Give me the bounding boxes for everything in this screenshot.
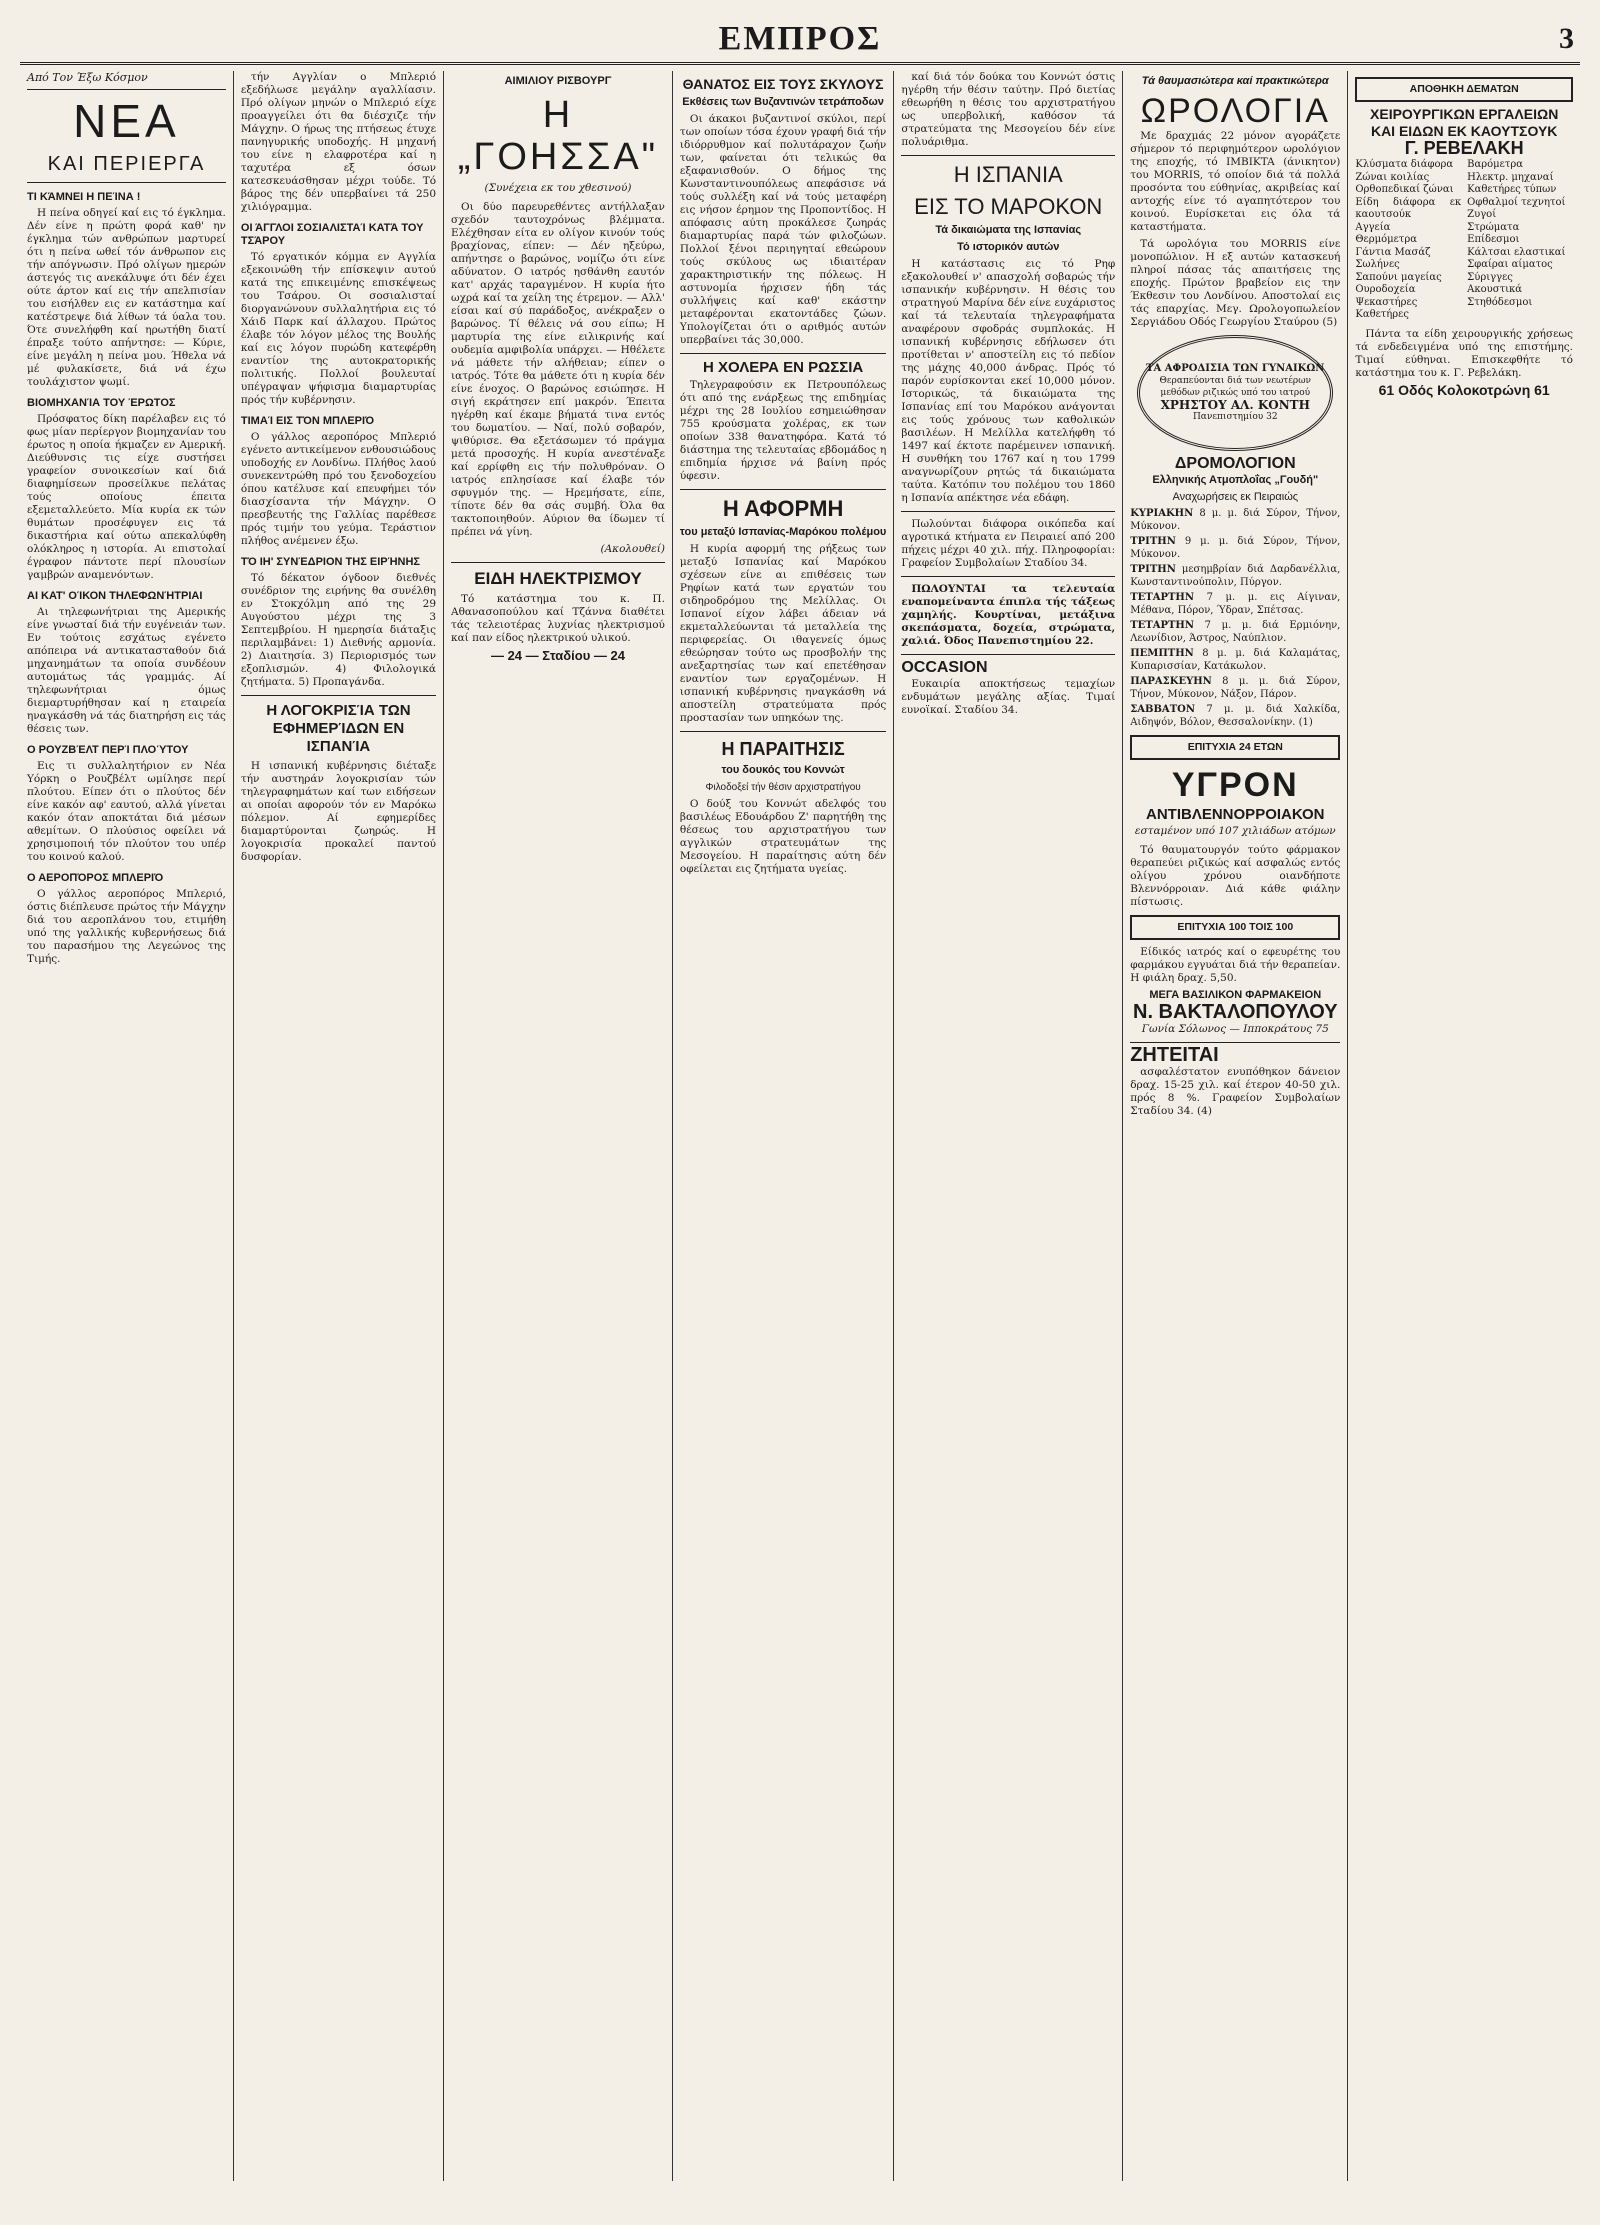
badge-body: Θεραπεύονται διά των νεωτέρων μεθόδων ριζικώς υπό του ιατρού — [1159, 376, 1312, 398]
article-body: Εις τι συλλαλητήριον εν Νέα Υόρκη ο Ρουζβέλτ ωμίλησε περί πλούτου. Είπεν ότι ο πλούτος δέν είνε κακόν αφ' εαυτού, αλλά γίνεται κακόν όταν αποκτάται διά μέσων αθεμίτων. Ο πλούσιος οφείλει νά χρησιμοποιή τόν πλούτον του υπέρ του κοινού καλού. — [27, 760, 226, 863]
schedule-text: 8 μ. μ. διά Σύρον, Τήνον, Μύκονον. — [1130, 508, 1341, 532]
ad-product-sub: ΑΝΤΙΒΛΕΝΝΟΡΡΟΙΑΚΟΝ — [1146, 806, 1325, 823]
classified-ad-head: OCCASION — [901, 659, 988, 676]
ad-address: — 24 — Σταδίου — 24 — [490, 648, 625, 663]
schedule-text: 8 μ. μ. διά Καλαμάτας, Κυπαρισσίαν, Κατάκωλον. — [1130, 648, 1341, 672]
article-heading: ΑΙ ΚΑΤ' ΟΊΚΟΝ ΤΗΛΕΦΩΝΉΤΡΙΑΙ — [27, 590, 203, 602]
schedule-row — [1130, 648, 1340, 673]
schedule-row — [1130, 704, 1340, 729]
schedule-day: ΠΑΡΑΣΚΕΥΗΝ — [1130, 676, 1212, 687]
store-head: ΧΕΙΡΟΥΡΓΙΚΩΝ ΕΡΓΑΛΕΙΩΝ — [1370, 106, 1559, 122]
schedule-day: ΤΕΤΑΡΤΗΝ — [1130, 592, 1195, 603]
ad-tagline: Τά θαυμασιώτερα καί πρακτικώτερα — [1141, 75, 1329, 87]
article-subtitle: Εκθέσεις των Βυζαντινών τετράποδων — [682, 96, 884, 108]
column-7 — [1348, 71, 1580, 2181]
store-items-right — [1467, 159, 1573, 322]
divider — [901, 576, 1115, 577]
schedule-day: ΣΑΒΒΑΤΟΝ — [1130, 704, 1195, 715]
ad-title: ΕΙΔΗ ΗΛΕΚΤΡΙΣΜΟΥ — [474, 569, 642, 588]
schedule-row — [1130, 620, 1340, 645]
section-tab: Από Τον Έξω Κόσμον — [27, 71, 226, 90]
pharmacy-name: Ν. ΒΑΚΤΑΛΟΠΟΥΛΟΥ — [1133, 1001, 1338, 1023]
pharmacy-address: Γωνία Σόλωνος — Ιπποκράτους 75 — [1141, 1023, 1329, 1035]
column-4 — [673, 71, 894, 2181]
classified-ad: Ευκαιρία αποκτήσεως τεμαχίων ενδυμάτων μεγάλης αξίας. Τιμαί ευνοϊκαί. Σταδίου 34. — [901, 678, 1116, 716]
store-item: Σαπούνι μαγείας — [1355, 271, 1442, 283]
schedule-day: ΚΥΡΙΑΚΗΝ — [1130, 508, 1194, 519]
schedule-day: ΤΕΤΑΡΤΗΝ — [1130, 620, 1195, 631]
article-body: Τό δέκατον όγδοον διεθνές συνέδριον της ειρήνης θα συνέλθη εν Στοκχόλμη από της 29 Αυγούστου μέχρι της 3 Σεπτεμβρίου. Η ημερησία διάταξις περιλαμβάνει: 1) Διεθνής αρμονία. 2) Διαιτησία. 3) Περιορισμός των εξοπλισμών. 4) Φιλολογικά ζητήματα. 5) Προπαγάνδα. — [240, 572, 437, 688]
schedule-subtitle-2: Αναχωρήσεις εκ Πειραιώς — [1172, 491, 1299, 503]
feuilleton-body: Οι δύο παρευρεθέντες αντήλλαξαν σχεδόν ταυτοχρόνως βλέμματα. Ελέχθησαν είτα εν ολίγον κινούν τούς βραχίονας, είπεν: — Δέν ηξεύρω, απήντησε ο βαρώνος, νομίζω ότι είνε αδύνατον. Ο ιατρός ησθάνθη εαυτόν κατ' αρχάς ταραγμένον. Η κυρία ήτο ωχρά καί τα χείλη της έτρεμον. — Αλλ' είσαι καί σύ παράδοξος, ανέκραξεν ο βαρώνος. Τί θέλεις νά σου είπω; Η μαρτυρία της είνε ειλικρινής καί ουδεμία αμφιβολία υπάρχει. — Ηθέλετε νά μάθετε τήν αλήθειαν; είπεν ο ιατρός. Τότε θα μάθετε ότι η κυρία δέν είνε ένοχος. Ο βαρώνος εσιώπησε. Η σιγή εκράτησεν επί μακρόν. Έπειτα ηγέρθη καί έκαμε βήματά τινα εντός του δωματίου. — Ναί, πολύ σοβαρόν, ψιθύρισε. Θα εξετάσωμεν τό πράγμα μετά προσοχής. Η κυρία ανεστέναξε καί ερρίφθη εις τήν πολυθρόναν. Ο ιατρός επλησίασε καί έλαβε τόν σφυγμόν της. — Ηρεμήσατε, είπε, τίποτε δέν θα σάς συμβή. Όλα θα τακτοποιηθούν. Αύριον θα ίδωμεν τί πρέπει νά γίνη. — [451, 201, 665, 538]
store-item: Θερμόμετρα — [1355, 234, 1417, 245]
wanted-head: ΖΗΤΕΙΤΑΙ — [1130, 1044, 1219, 1066]
article-heading: Ο ΡΟΥΖΒΈΛΤ ΠΕΡΊ ΠΛΟΎΤΟΥ — [27, 744, 189, 756]
article-body: Ο δούξ του Κοννώτ αδελφός του βασιλέως Εδουάρδου Ζ' παρητήθη της θέσεως του αρχιστρατήγου των αγγλικών στρατευμάτων της Μεσογείου. Η παραίτησις αύτη δέν οφείλεται εις ζητήματα υγείας. — [679, 798, 887, 875]
store-item: Καθετήρες — [1355, 309, 1409, 320]
article-title: Η ΧΟΛΕΡΑ ΕΝ ΡΩΣΣΙΑ — [703, 359, 864, 376]
article-body: Αι τηλεφωνήτριαι της Αμερικής είνε γνωσταί διά τήν ευγένειάν των. Εν τούτοις εσχάτως εγένετο απόπειρα νά αντικατασταθούν διά μηχανημάτων τα οποία συνδέουν αυτομάτως τάς γραμμάς. Αί τηλεφωνήτριαι όμως διεμαρτυρήθησαν καί η εταιρεία ηναγκάσθη νά τάς διατηρήση εις τάς θέσεις των. — [27, 606, 226, 735]
store-item: Σφαίραι αίματος — [1467, 259, 1553, 270]
feuilleton-note: (Συνέχεια εκ του χθεσινού) — [484, 182, 632, 194]
schedule-day: ΤΡΙΤΗΝ — [1130, 536, 1176, 547]
store-item: Επίδεσμοι — [1467, 234, 1520, 245]
article-subtitle: του μεταξύ Ισπανίας-Μαρόκου πολέμου — [679, 526, 887, 538]
article-body: Η κυρία αφορμή της ρήξεως των μεταξύ Ισπανίας καί Μαρόκου σχέσεων είνε αι επιθέσεις των Ρηφίων κατά των εργατών του σιδηροδρόμου της Μελίλλας. Οι Ισπανοί είχον λάβει άδειαν νά εκμεταλλεύωνται τά μεταλλεία της περιφερείας. Οι ιθαγενείς όμως εθεώρησαν τούτο ως προσβολήν της ανεξαρτησίας των καί επετέθησαν εναντίον των εργαζομένων. Η ισπανική κυβέρνησις ηναγκάσθη νά αποστείλη στρατεύματα πρός προστασίαν των υπηκόων της. — [679, 543, 887, 724]
article-title: ΘΑΝΑΤΟΣ ΕΙΣ ΤΟΥΣ ΣΚΥΛΟΥΣ — [682, 76, 884, 92]
store-item: Κάλτσαι ελαστικαί — [1467, 246, 1566, 258]
section-subtitle: ΚΑΙ ΠΕΡΙΕΡΓΑ — [47, 153, 206, 175]
page-number: 3 — [1559, 22, 1574, 55]
store-item: Ουροδοχεία — [1355, 284, 1416, 295]
store-box-head: ΑΠΟΘΗΚΗ ΔΕΜΑΤΩΝ — [1409, 83, 1519, 95]
store-item: Στρώματα — [1467, 221, 1520, 233]
store-item: Αγγεία — [1355, 221, 1391, 233]
columns — [20, 71, 1580, 2181]
feuilleton-title: Η „ΓΟΗΣΣΑ" — [457, 94, 659, 178]
ad-product: ΥΓΡΟΝ — [1171, 766, 1299, 804]
ad-body: Είδικός ιατρός καί ο εφευρέτης του φαρμάκου εγγυάται διά τήν θεραπείαν. Η φιάλη δραχ. 5,50. — [1130, 946, 1341, 984]
article-body: Πρόσφατος δίκη παρέλαβεν εις τό φως μίαν περίεργον βιομηχανίαν του έρωτος η οποία ήκμαζεν εν Αμερική. Διεύθυνσις τις είχε συστήσει γραφείον συνοικεσίων καί διά διαφημίσεων προσείλκυε πελάτας τούς οποίους έπειτα εξεμεταλλεύετο. Μία κυρία εκ τών θυμάτων προσέφυγεν εις τά δικαστήρια καί ούτω απεκαλύφθη ολόκληρος η ιστορία. Αι επιστολαί έγραφον πάντοτε περί πλουσίων γαμβρών αναμενόντων. — [27, 413, 226, 581]
article-subtitle-2: Τό ιστορικόν αυτών — [957, 241, 1060, 253]
article-body: Οι άκακοι βυζαντινοί σκύλοι, περί των οποίων τόσα έχουν γραφή διά τήν ιδιόρρυθμον καί πολυτάραχον ζωήν των, φαίνεται ότι τελικώς θα εξαφανισθούν. Ο δήμος της Κωνσταντινουπόλεως απεφάσισε νά τούς συλλέξη καί νά τούς μεταφέρη εις νήσον έρημον της Προποντίδος. Η απόφασις αύτη προκάλεσε ζωηράς διαμαρτυρίας παρά τών φιλοζώων. Πολλοί ξένοι περιηγηταί εθεώρουν τούς σκύλους ως ιδιαιτέραν χαρακτηριστικήν της πόλεως. Η αστυνομία ήρχισεν ήδη τάς συλλήψεις καί καθ' εκάστην μεταφέρονται εκατοντάδες ζώων. Υπολογίζεται ότι ο αριθμός αυτών υπερβαίνει τάς 30,000. — [679, 113, 887, 346]
store-box — [1355, 77, 1573, 102]
divider — [901, 511, 1115, 512]
article-body: Ο γάλλος αεροπόρος Μπλεριό εγένετο αντικείμενον ενθουσιώδους υποδοχής εν Λονδίνω. Πλήθος λαού συνεκεντρώθη πρό του ξενοδοχείου όπου κατέλυσε καί επευφήμει τόν διασχίσαντα τήν Μάγχην. Ο πρεσβευτής της Γαλλίας παρέθεσε πρός τιμήν του γεύμα. Τεράστιον πλήθος ανέμενεν έξω. — [240, 431, 437, 547]
store-item: Ψεκαστήρες — [1355, 296, 1418, 308]
article-title: Η ΑΦΟΡΜΗ — [722, 496, 844, 521]
article-subtitle-2: Φιλοδοξεί τήν θέσιν αρχιστρατήγου — [705, 782, 861, 793]
divider — [241, 695, 436, 696]
article-title: Η ΠΑΡΑΙΤΗΣΙΣ — [721, 739, 845, 759]
ad-box-head: ΕΠΙΤΥΧΙΑ 100 ΤΟΙΣ 100 — [1177, 921, 1294, 933]
column-5 — [894, 71, 1123, 2181]
schedule-text: 8 μ. μ. διά Σύρον, Τήνον, Μύκονον, Νάξον, Πάρον. — [1130, 676, 1341, 700]
schedule-row — [1130, 564, 1340, 589]
store-item: Ζώναι κοιλίας — [1355, 171, 1430, 183]
article-title-2: ΕΙΣ ΤΟ ΜΑΡΟΚΟΝ — [914, 194, 1103, 219]
article-body: τήν Αγγλίαν ο Μπλεριό εξεδήλωσε μεγάλην αγαλλίασιν. Πρό ολίγων μηνών ο Μπλεριό είχε προαγγείλει ότι θα διέσχιζε τήν Μάγχην. Ο ήρως της πτήσεως έτυχε πανηγυρικής υποδοχής. Η μηχανή του είνε η ελαφροτέρα καί η ταχυτέρα εξ όσων κατεσκευάσθησαν μέχρι τούδε. Τό βάρος της δέν υπερβαίνει τά 250 χιλιόγραμμα. — [240, 71, 437, 213]
article-body: Η πείνα οδηγεί καί εις τό έγκλημα. Δέν είνε η πρώτη φορά καθ' ην έγκλημα τών ανθρώπων μαρτυρεί ότι η πείνα ωθεί τόν άνθρωπον εις τήν απόγνωσιν. Πρό ολίγων ημερών άστεγός τις ανεκάλυψε ότι δέν έχει ούτε άρτον καί εις τήν απελπισίαν του εισήλθεν εις εν κατάστημα καί κατέστρεψε διά λίθων τά ύαλα του. Ότε συνελήφθη καί ηρωτήθη διατί έπραξε τούτο απήντησε: — Κύριε, είνε μεγάλη η πείνα μου. Ήθελα νά μέ φυλακίσετε, διά νά έχω τουλάχιστον ψωμί. — [27, 207, 226, 388]
schedule-text: μεσημβρίαν διά Δαρδανέλλια, Κωνσταντινούπολιν, Πύργον. — [1130, 564, 1341, 588]
divider — [680, 353, 886, 354]
schedule-text: 7 μ. μ. εις Αίγιναν, Μέθανα, Πόρον, Ύδραν, Σπέτσας. — [1130, 592, 1341, 616]
divider — [27, 182, 226, 183]
badge-title: ΤΑ ΑΦΡΟΔΙΣΙΑ ΤΩΝ ΓΥΝΑΙΚΩΝ — [1146, 363, 1325, 374]
newspaper-title: ΕΜΠΡΟΣ — [718, 20, 882, 57]
pharmacy-head: ΜΕΓΑ ΒΑΣΙΛΙΚΟΝ ΦΑΡΜΑΚΕΙΟΝ — [1149, 989, 1322, 1001]
ad-box — [1130, 915, 1340, 940]
schedule-list — [1130, 508, 1340, 729]
store-body: Πάντα τα είδη χειρουργικής χρήσεως τά ενδεδειγμένα υπό της επιστήμης. Τιμαί εύθηναι. Επισκεφθήτε τό κατάστημα του κ. Γ. Ρεβελάκη. — [1355, 327, 1573, 379]
article-subtitle: Τά δικαιώματα της Ισπανίας — [935, 224, 1082, 236]
store-item: Καθετήρες τύπων — [1467, 184, 1557, 195]
feuilleton-author: ΑΙΜΙΛΙΟΥ ΡΙΣΒΟΥΡΓ — [504, 75, 612, 87]
store-item: Ηλεκτρ. μηχαναί — [1467, 171, 1554, 183]
schedule-row — [1130, 676, 1340, 701]
divider — [680, 731, 886, 732]
store-item: Σωλήνες — [1355, 259, 1400, 270]
store-item: Ζυγοί — [1467, 209, 1497, 220]
store-item: Βαρόμετρα — [1467, 159, 1524, 170]
article-body: Η κατάστασις εις τό Ρηφ εξακολουθεί ν' απασχολή σοβαρώς τήν ισπανικήν κυβέρνησιν. Η θέσις του στρατηγού Μαρίνα δέν είνε ευχάριστος καί τά τελευταία τηλεγραφήματα αναφέρουν σφοδράς συμπλοκάς. Η ισπανική κυβέρνησις εδήλωσεν ότι προτίθεται ν' αποστείλη εις τό πεδίον της μάχης 40,000 άνδρας. Πρός τό παρόν ευρίσκονται εκεί 10,000 μόνον. Ιστορικώς, τά δικαιώματα της Ισπανίας επί του Μαρόκου ανάγονται εις τούς χρόνους των καθολικών βασιλέων. Η Μελίλλα κατελήφθη τό 1497 καί έκτοτε παρέμεινεν ισπανική. Η συνθήκη του 1767 καί η του 1799 αναγνωρίζουν ρητώς τά δικαιώματα ταύτα. Κατόπιν του πολέμου του 1860 η Ισπανία απέκτησε νέα εδάφη. — [901, 258, 1116, 504]
ad-product-sub-2: εσταμένον υπό 107 χιλιάδων ατόμων — [1134, 825, 1336, 837]
article-heading: ΒΙΟΜΗΧΑΝΊΑ ΤΟΥ ΈΡΩΤΟΣ — [27, 397, 176, 409]
store-address: 61 Οδός Κολοκοτρώνη 61 — [1378, 381, 1550, 398]
article-title: Η ΙΣΠΑΝΙΑ — [953, 162, 1063, 187]
store-name: Γ. ΡΕΒΕΛΑΚΗ — [1404, 138, 1524, 158]
newspaper-page — [20, 20, 1580, 2185]
article-subtitle: του δουκός του Κοννώτ — [721, 764, 845, 776]
ad-body: Τά ωρολόγια του MORRIS είνε μονοπώλιον. Η εξ αυτών κατασκευή πληροί πάσας τάς απαιτήσεις της εποχής. Πρώτον βραβείον εις την Έκθεσιν του Λονδίνου. Αποστολαί εις τάς επαρχίας. Μεγ. Ωρολογοπωλείον Σεργιάδου Οδός Γεωργίου Σταύρου (5) — [1130, 238, 1341, 328]
article-heading: ΟΙ ΆΓΓΛΟΙ ΣΟΣΙΑΛΙΣΤΑΊ ΚΑΤΆ ΤΟΥ ΤΣΆΡΟΥ — [240, 222, 424, 247]
wanted-body: ασφαλέστατον ενυπόθηκον δάνειον δραχ. 15-25 χιλ. καί έτερον 40-50 χιλ. πρός 8 %. Γραφείον Συμβολαίων Σταδίου 34. (4) — [1130, 1066, 1341, 1117]
article-body: Ο γάλλος αεροπόρος Μπλεριό, όστις διέπλευσε πρώτος τήν Μάγχην διά του αεροπλάνου του, ετιμήθη υπό της γαλλικής κυβερνήσεως διά του παρασήμου της Λεγεώνος της Τιμής. — [27, 888, 226, 965]
schedule-day: ΠΕΜΠΤΗΝ — [1130, 648, 1194, 659]
divider — [680, 489, 886, 490]
store-items-left — [1355, 159, 1461, 322]
store-items — [1355, 159, 1573, 322]
column-3 — [444, 71, 673, 2181]
column-1 — [20, 71, 234, 2181]
schedule-row — [1130, 508, 1340, 533]
ad-body: Τό κατάστημα του κ. Π. Αθανασοπούλου καί Τζάννα διαθέτει τάς τελειοτέρας λυχνίας ηλεκτρισμού καί παν είδος ηλεκτρικού υλικού. — [451, 593, 665, 644]
divider — [901, 155, 1115, 156]
divider — [451, 562, 665, 563]
badge-name: ΧΡΗΣΤΟΥ ΑΛ. ΚΟΝΤΗ — [1160, 398, 1310, 412]
article-heading: ΤΌ ΙΗ' ΣΥΝΈΔΡΙΟΝ ΤΗΣ ΕΙΡΉΝΗΣ — [240, 556, 421, 568]
store-item: Γάντια Μασάζ — [1355, 246, 1431, 258]
article-body: Τό εργατικόν κόμμα εν Αγγλία εξεκοινώθη τήν επίσκεψιν αυτού κατά της επικειμένης επισκέψεως του Τσάρου. Οι σοσιαλισταί διοργανώνουν συλλαλητήρια εις τό Χάιδ Παρκ καί άλλαχου. Πρώτος έλαβε τόν λόγον μέλος της Βουλής καί εις λόγον πυρώδη κατεφέρθη εναντίον της αυτοκρατορικής πολιτικής. Πολλοί βουλευταί υπέγραψαν ψήφισμα διαμαρτυρίας πρός τήν κυβέρνησιν. — [240, 251, 437, 406]
schedule-row — [1130, 536, 1340, 561]
classified-ad: Πωλούνται διάφορα οικόπεδα καί αγροτικά κτήματα εν Πειραιεί από 200 πήχεις μέχρι 40 χιλ. πήχ. Πληροφορίαι: Γραφείον Συμβολαίων Σταδίου 34. — [901, 518, 1116, 569]
schedule-day: ΤΡΙΤΗΝ — [1130, 564, 1176, 575]
column-2 — [234, 71, 444, 2181]
schedule-subtitle: Ελληνικής Ατμοπλοΐας „Γουδή" — [1152, 474, 1319, 486]
article-heading: Ο ΑΕΡΟΠΌΡΟΣ ΜΠΛΕΡΙΌ — [27, 872, 164, 884]
ad-body: Τό θαυματουργόν τούτο φάρμακον θεραπεύει ριζικώς καί ασφαλώς εντός ολίγου χρόνου οιανδήποτε Βλεννόρροιαν. Διά κάθε φιάλην πίστωσις. — [1130, 844, 1341, 908]
ad-box — [1130, 735, 1340, 760]
store-item: Είδη διάφορα εκ καουτσούκ — [1355, 196, 1462, 220]
section-title: ΝΕΑ — [73, 95, 180, 147]
divider — [1130, 1042, 1340, 1043]
store-head-2: ΚΑΙ ΕΙΔΩΝ ΕΚ ΚΑΟΥΤΣΟΥΚ — [1370, 123, 1558, 139]
ad-box-head: ΕΠΙΤΥΧΙΑ 24 ΕΤΩΝ — [1187, 741, 1283, 753]
article-heading: ΤΙ ΚΆΜΝΕΙ Η ΠΕΊΝΑ ! — [27, 191, 141, 203]
feuilleton-sign: (Ακολουθεί) — [600, 543, 665, 555]
store-item: Στηθόδεσμοι — [1467, 296, 1533, 308]
article-body: Η ισπανική κυβέρνησις διέταξε τήν αυστηράν λογοκρισίαν τών τηλεγραφημάτων καί των ειδήσεων αι οποίαι αφορούν τόν εν Μαρόκω πόλεμον. Αί εφημερίδες διαμαρτύρονται ζωηρώς. Η λογοκρισία προκαλεί παντού δυσφορίαν. — [240, 760, 437, 863]
schedule-text: 7 μ. μ. διά Χαλκίδα, Αιδηψόν, Βόλον, Θεσσαλονίκην. (1) — [1130, 704, 1341, 728]
divider — [901, 654, 1115, 655]
store-item: Κλύσματα διάφορα — [1355, 159, 1454, 170]
schedule-row — [1130, 592, 1340, 617]
article-body: Τηλεγραφούσιν εκ Πετρουπόλεως ότι από της ενάρξεως της επιδημίας μέχρι της 28 Ιουλίου εσημειώθησαν 755 κρούσματα χολέρας, εκ των οποίων 338 θανατηφόρα. Κατά τό διάστημα της τελευταίας εβδομάδος η επιδημία ήρχισε νά βαίνη πρός ύφεσιν. — [679, 379, 887, 482]
badge-address: Πανεπιστημίου 32 — [1192, 412, 1278, 422]
ad-title: ΩΡΟΛΟΓΙΑ — [1140, 92, 1330, 130]
store-item: Ορθοπεδικαί ζώναι — [1355, 184, 1454, 195]
article-heading: ΤΙΜΑΊ ΕΙΣ ΤΌΝ ΜΠΛΕΡΙΌ — [240, 415, 375, 427]
store-item: Οφθαλμοί τεχνητοί — [1467, 196, 1566, 208]
classified-ad: ΠΩΛΟΥΝΤΑΙ τα τελευταία εναπομείναντα έπιπλα τής τάξεως χαμηλής. Κουρτίναι, μετάξινα σκεπάσματα, δοχεία, στρώματα, χαλιά. Όδος Πανεπιστημίου 22. — [901, 583, 1116, 647]
column-6 — [1123, 71, 1348, 2181]
schedule-title: ΔΡΟΜΟΛΟΓΙΟΝ — [1174, 455, 1296, 472]
store-item: Ακουστικά — [1467, 284, 1523, 295]
article-heading: Η ΛΟΓΟΚΡΙΣΊΑ ΤΩΝ ΕΦΗΜΕΡΊΔΩΝ ΕΝ ΙΣΠΑΝΊΑ — [266, 702, 411, 755]
store-item: Σύριγγες — [1467, 271, 1513, 283]
masthead — [20, 20, 1580, 65]
schedule-text: 7 μ. μ. διά Ερμιόνην, Λεωνίδιον, Άστρος, Ναύπλιον. — [1130, 620, 1341, 644]
doctor-ad-seal — [1137, 335, 1333, 451]
ad-body: Με δραχμάς 22 μόνον αγοράζετε σήμερον τό περιφημότερον ωρολόγιον της εποχής, τό IMBIKTA (άνικητον) του MORRIS, τό οποίον διά τά πολλά προσόντα του εύθηνίας, ακριβείας καί αντοχής είνε τό αγαπητότερον του κοινού. Ευρίσκεται εις όλα τά καταστήματα. — [1130, 130, 1341, 233]
schedule-text: 9 μ. μ. διά Σύρον, Τήνον, Μύκονον. — [1130, 536, 1341, 560]
article-body: καί διά τόν δούκα του Κοννώτ όστις ηγέρθη τήν θέσιν ταύτην. Πρό διετίας εθεωρήθη η θέσις του αρχιστρατήγου ως υπερβολική, καθόσον τά στρατεύματα της Μεσογείου δέν είνε πολυάριθμα. — [901, 71, 1116, 148]
